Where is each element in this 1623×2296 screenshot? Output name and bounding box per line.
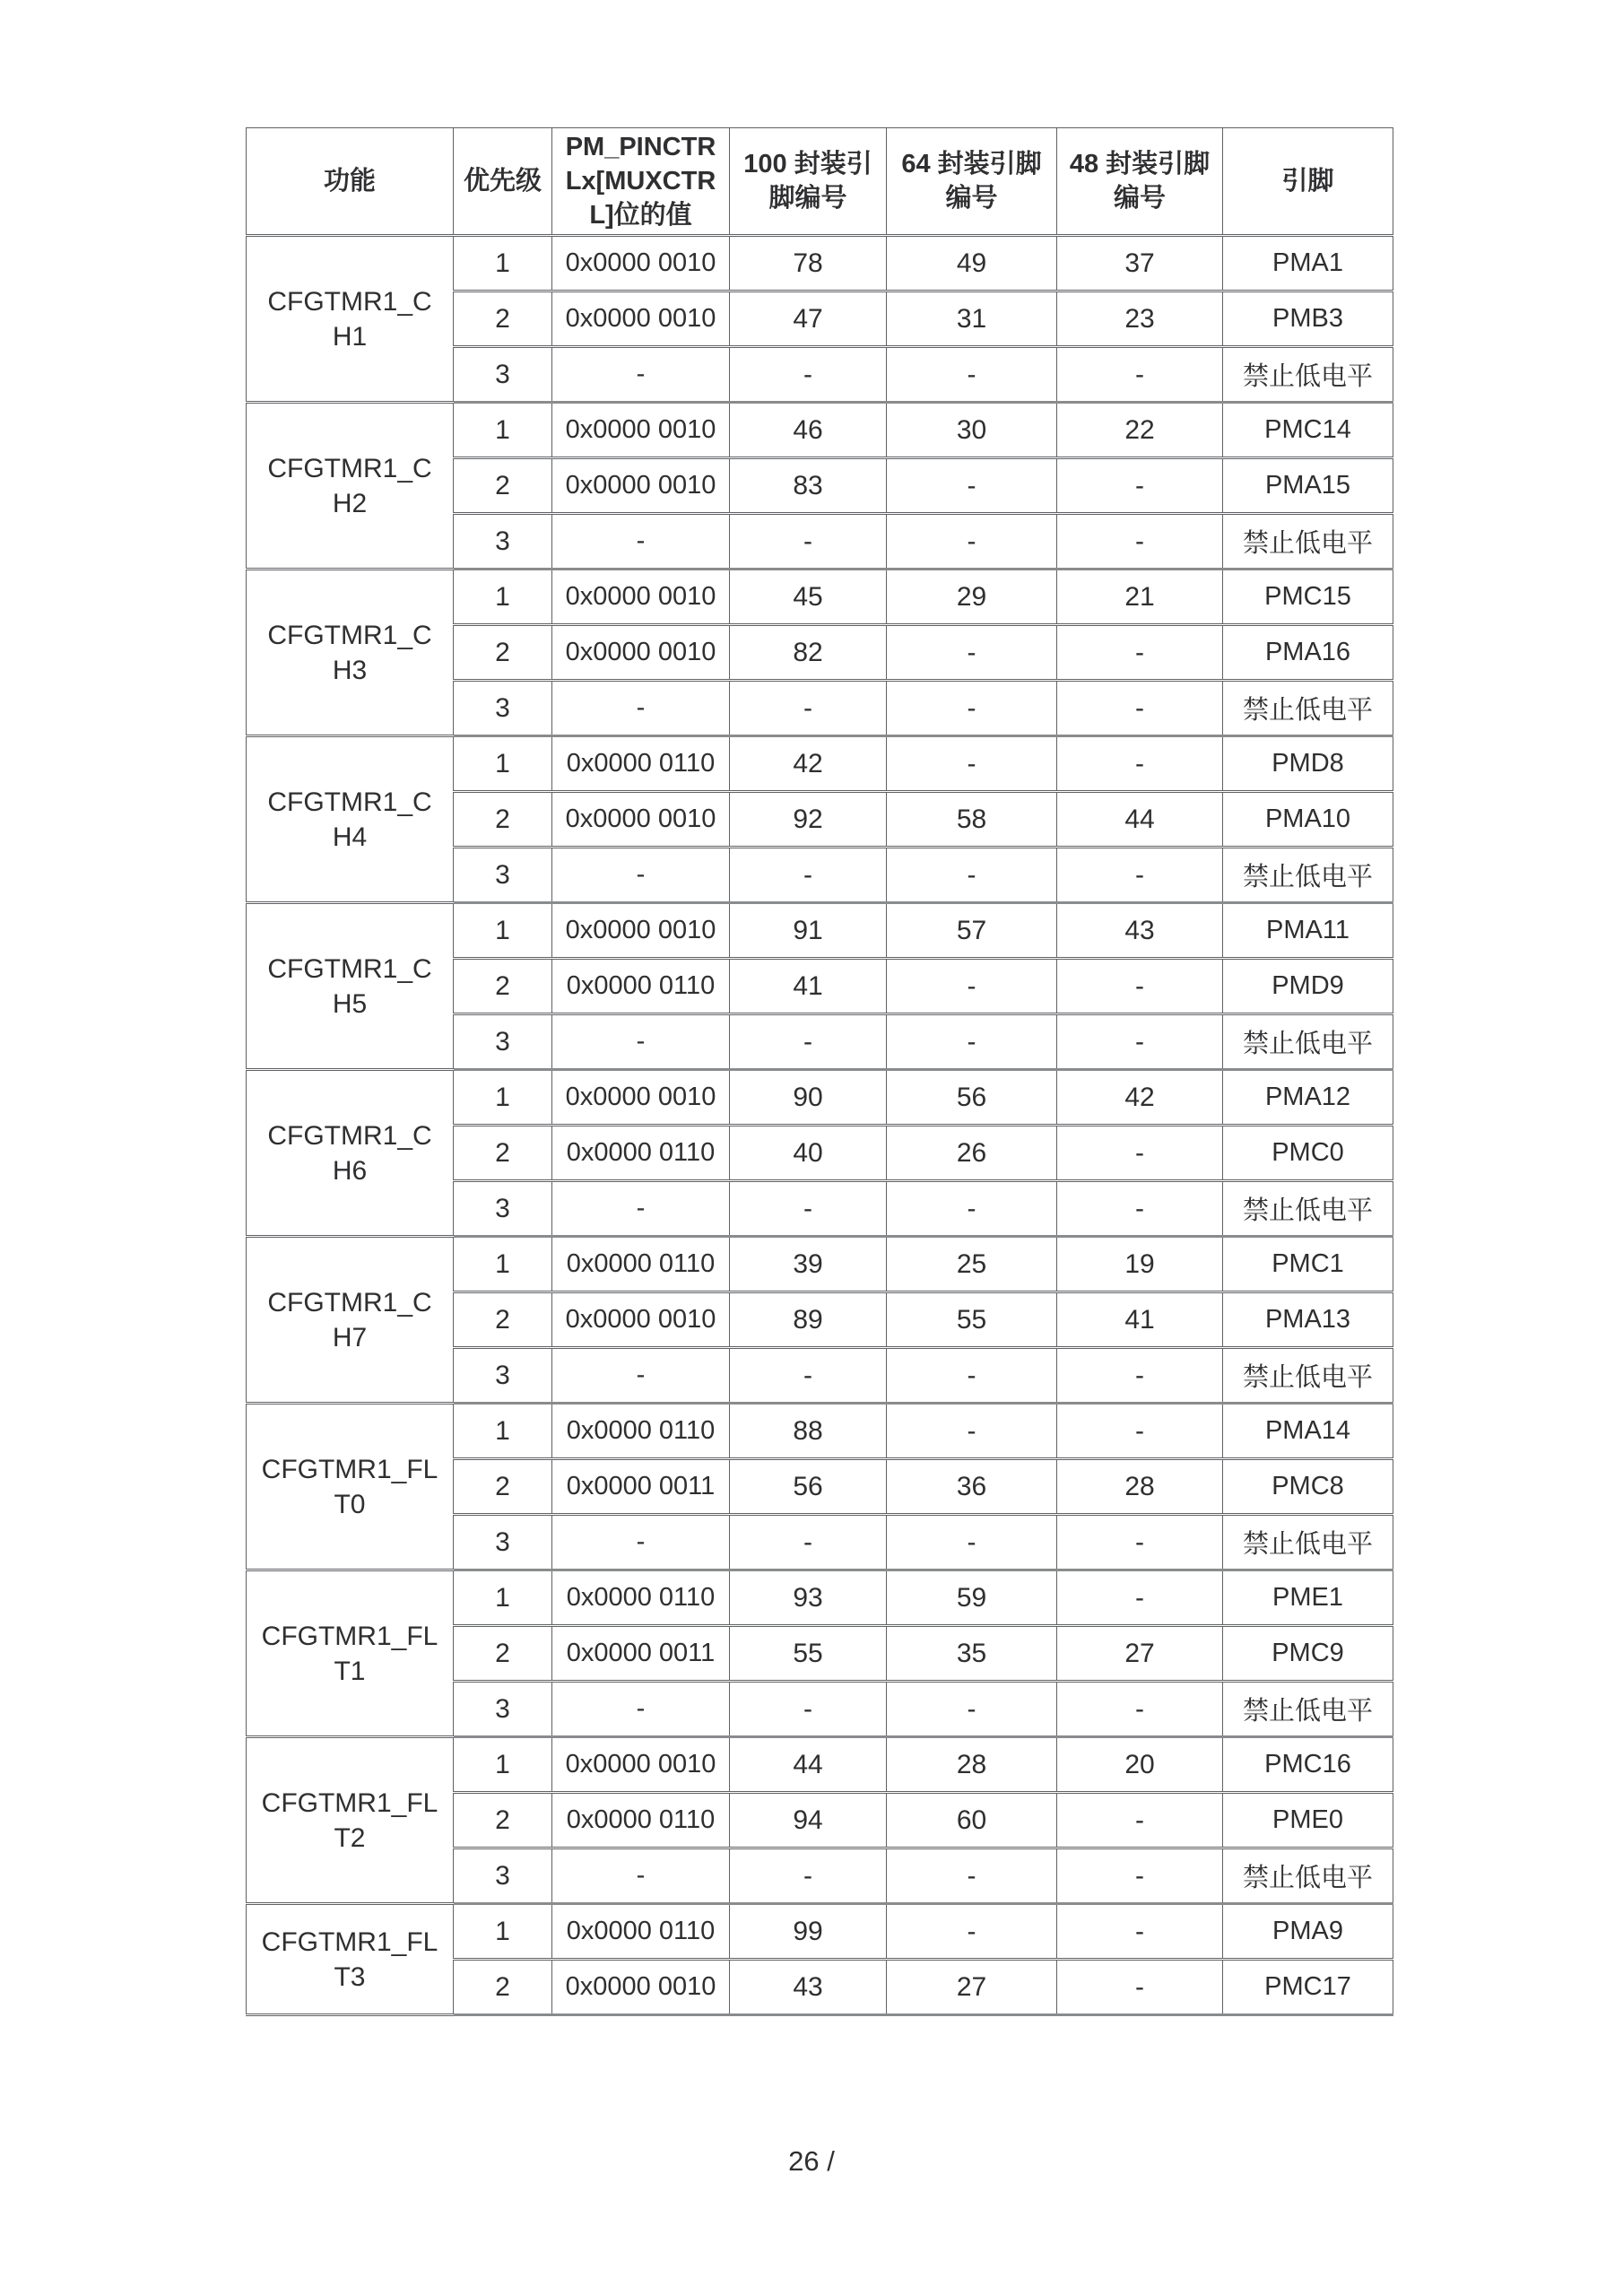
priority-cell: 3 — [454, 347, 552, 403]
pkg48-cell: - — [1057, 1793, 1223, 1848]
muxctrl-cell: 0x0000 0110 — [552, 1793, 730, 1848]
column-header-priority: 优先级 — [454, 128, 552, 236]
priority-cell: 1 — [454, 1070, 552, 1126]
pkg48-cell: 28 — [1057, 1459, 1223, 1515]
table-row — [247, 1904, 1393, 1960]
pkg100-cell: - — [730, 848, 887, 903]
function-cell: CFGTMR1_CH4 — [247, 736, 454, 903]
function-cell: CFGTMR1_FLT1 — [247, 1570, 454, 1737]
pkg64-cell: 31 — [887, 291, 1057, 347]
table-group — [247, 903, 1393, 1070]
priority-cell: 3 — [454, 681, 552, 736]
pkg48-cell: 21 — [1057, 570, 1223, 625]
header-row — [247, 128, 1393, 236]
pkg64-cell: 25 — [887, 1237, 1057, 1292]
pkg48-cell: - — [1057, 458, 1223, 514]
pkg64-cell: 28 — [887, 1737, 1057, 1793]
table-group — [247, 1070, 1393, 1237]
table-row — [247, 1737, 1393, 1793]
muxctrl-cell: 0x0000 0010 — [552, 625, 730, 681]
pkg64-cell: 29 — [887, 570, 1057, 625]
pkg64-cell: - — [887, 1348, 1057, 1404]
pkg100-cell: - — [730, 1682, 887, 1737]
pkg100-cell: 39 — [730, 1237, 887, 1292]
priority-cell: 1 — [454, 1237, 552, 1292]
muxctrl-cell: 0x0000 0010 — [552, 903, 730, 959]
priority-cell: 2 — [454, 1292, 552, 1348]
pin-cell: PMA9 — [1223, 1904, 1393, 1960]
priority-cell: 2 — [454, 1626, 552, 1682]
pin-cell: PME0 — [1223, 1793, 1393, 1848]
pkg100-cell: 90 — [730, 1070, 887, 1126]
pkg100-cell: 99 — [730, 1904, 887, 1960]
muxctrl-cell: - — [552, 848, 730, 903]
muxctrl-cell: 0x0000 0010 — [552, 403, 730, 458]
function-cell: CFGTMR1_CH7 — [247, 1237, 454, 1404]
muxctrl-cell: 0x0000 0110 — [552, 959, 730, 1014]
pkg48-cell: - — [1057, 625, 1223, 681]
pkg100-cell: - — [730, 1014, 887, 1070]
pin-cell: PMB3 — [1223, 291, 1393, 347]
column-header-pin: 引脚 — [1223, 128, 1393, 236]
pkg48-cell: - — [1057, 1848, 1223, 1904]
muxctrl-cell: - — [552, 1682, 730, 1737]
table-row — [247, 236, 1393, 291]
pkg64-cell: - — [887, 1404, 1057, 1459]
muxctrl-cell: - — [552, 1014, 730, 1070]
priority-cell: 2 — [454, 1960, 552, 2015]
table-group — [247, 1570, 1393, 1737]
pin-cell: PMA14 — [1223, 1404, 1393, 1459]
pin-cell: 禁止低电平 — [1223, 681, 1393, 736]
pkg100-cell: 91 — [730, 903, 887, 959]
pkg64-cell: - — [887, 1682, 1057, 1737]
muxctrl-cell: 0x0000 0010 — [552, 236, 730, 291]
table-group — [247, 1737, 1393, 1904]
priority-cell: 1 — [454, 236, 552, 291]
pkg48-cell: - — [1057, 1515, 1223, 1570]
pkg100-cell: - — [730, 1515, 887, 1570]
priority-cell: 2 — [454, 458, 552, 514]
pkg100-cell: - — [730, 681, 887, 736]
pin-cell: PMA11 — [1223, 903, 1393, 959]
pkg100-cell: 40 — [730, 1126, 887, 1181]
priority-cell: 3 — [454, 514, 552, 570]
table-group — [247, 570, 1393, 736]
pkg64-cell: 59 — [887, 1570, 1057, 1626]
pin-cell: PMC9 — [1223, 1626, 1393, 1682]
pkg48-cell: - — [1057, 1348, 1223, 1404]
muxctrl-cell: 0x0000 0010 — [552, 291, 730, 347]
priority-cell: 2 — [454, 1126, 552, 1181]
column-header-pkg64: 64 封装引脚编号 — [887, 128, 1057, 236]
muxctrl-cell: 0x0000 0010 — [552, 1737, 730, 1793]
priority-cell: 2 — [454, 625, 552, 681]
priority-cell: 3 — [454, 1181, 552, 1237]
function-cell: CFGTMR1_FLT3 — [247, 1904, 454, 2015]
table-group — [247, 403, 1393, 570]
muxctrl-cell: 0x0000 0110 — [552, 736, 730, 792]
pkg100-cell: 78 — [730, 236, 887, 291]
table-row — [247, 1570, 1393, 1626]
column-header-pkg48: 48 封装引脚编号 — [1057, 128, 1223, 236]
muxctrl-cell: 0x0000 0011 — [552, 1626, 730, 1682]
pkg64-cell: - — [887, 1014, 1057, 1070]
pin-cell: 禁止低电平 — [1223, 347, 1393, 403]
pkg64-cell: 56 — [887, 1070, 1057, 1126]
function-cell: CFGTMR1_CH6 — [247, 1070, 454, 1237]
pkg48-cell: 43 — [1057, 903, 1223, 959]
pin-cell: PMC1 — [1223, 1237, 1393, 1292]
table-row — [247, 1237, 1393, 1292]
pkg64-cell: 57 — [887, 903, 1057, 959]
pkg48-cell: - — [1057, 1404, 1223, 1459]
pkg48-cell: - — [1057, 1682, 1223, 1737]
table-group — [247, 1404, 1393, 1570]
pkg100-cell: 44 — [730, 1737, 887, 1793]
pkg64-cell: - — [887, 625, 1057, 681]
function-cell: CFGTMR1_CH2 — [247, 403, 454, 570]
muxctrl-cell: - — [552, 1181, 730, 1237]
priority-cell: 2 — [454, 1793, 552, 1848]
table-row — [247, 1070, 1393, 1126]
pin-cell: 禁止低电平 — [1223, 514, 1393, 570]
pin-cell: 禁止低电平 — [1223, 1181, 1393, 1237]
table-row — [247, 1404, 1393, 1459]
pkg100-cell: 47 — [730, 291, 887, 347]
table-row — [247, 903, 1393, 959]
pin-cell: PMA13 — [1223, 1292, 1393, 1348]
pkg48-cell: - — [1057, 959, 1223, 1014]
pkg100-cell: 89 — [730, 1292, 887, 1348]
pin-cell: 禁止低电平 — [1223, 1848, 1393, 1904]
table-row — [247, 570, 1393, 625]
pkg48-cell: 42 — [1057, 1070, 1223, 1126]
pkg100-cell: 43 — [730, 1960, 887, 2015]
column-header-pkg100: 100 封装引脚编号 — [730, 128, 887, 236]
pkg100-cell: 82 — [730, 625, 887, 681]
table-header — [247, 128, 1393, 236]
table-group — [247, 1237, 1393, 1404]
pkg100-cell: 93 — [730, 1570, 887, 1626]
pkg48-cell: - — [1057, 1904, 1223, 1960]
pin-cell: PMA12 — [1223, 1070, 1393, 1126]
priority-cell: 3 — [454, 1014, 552, 1070]
pkg48-cell: 27 — [1057, 1626, 1223, 1682]
pin-cell: PME1 — [1223, 1570, 1393, 1626]
pkg64-cell: - — [887, 959, 1057, 1014]
pkg100-cell: - — [730, 514, 887, 570]
pkg100-cell: 56 — [730, 1459, 887, 1515]
pin-mux-table — [246, 127, 1393, 2016]
pkg48-cell: 37 — [1057, 236, 1223, 291]
page-number: 26 / — [788, 2145, 835, 2177]
pkg64-cell: 27 — [887, 1960, 1057, 2015]
priority-cell: 3 — [454, 1848, 552, 1904]
pin-cell: PMC15 — [1223, 570, 1393, 625]
pkg100-cell: 83 — [730, 458, 887, 514]
pkg48-cell: - — [1057, 848, 1223, 903]
function-cell: CFGTMR1_CH5 — [247, 903, 454, 1070]
pkg100-cell: - — [730, 1348, 887, 1404]
pkg48-cell: 22 — [1057, 403, 1223, 458]
pin-cell: PMC0 — [1223, 1126, 1393, 1181]
priority-cell: 2 — [454, 792, 552, 848]
column-header-function: 功能 — [247, 128, 454, 236]
pkg48-cell: 20 — [1057, 1737, 1223, 1793]
function-cell: CFGTMR1_CH1 — [247, 236, 454, 403]
pkg64-cell: 60 — [887, 1793, 1057, 1848]
table-group — [247, 1904, 1393, 2015]
pkg100-cell: 41 — [730, 959, 887, 1014]
pin-cell: 禁止低电平 — [1223, 848, 1393, 903]
function-cell: CFGTMR1_FLT0 — [247, 1404, 454, 1570]
priority-cell: 1 — [454, 736, 552, 792]
muxctrl-cell: 0x0000 0110 — [552, 1404, 730, 1459]
pkg64-cell: - — [887, 848, 1057, 903]
pkg100-cell: 55 — [730, 1626, 887, 1682]
pkg64-cell: - — [887, 1904, 1057, 1960]
muxctrl-cell: 0x0000 0010 — [552, 1960, 730, 2015]
pkg100-cell: 45 — [730, 570, 887, 625]
priority-cell: 1 — [454, 1737, 552, 1793]
pkg48-cell: - — [1057, 1960, 1223, 2015]
function-cell: CFGTMR1_FLT2 — [247, 1737, 454, 1904]
pin-cell: 禁止低电平 — [1223, 1014, 1393, 1070]
pkg64-cell: - — [887, 514, 1057, 570]
column-header-muxctrl: PM_PINCTRLx[MUXCTRL]位的值 — [552, 128, 730, 236]
pkg100-cell: - — [730, 1181, 887, 1237]
pkg64-cell: 30 — [887, 403, 1057, 458]
priority-cell: 3 — [454, 1348, 552, 1404]
pkg100-cell: 42 — [730, 736, 887, 792]
pkg64-cell: 36 — [887, 1459, 1057, 1515]
pkg100-cell: 92 — [730, 792, 887, 848]
pkg64-cell: 55 — [887, 1292, 1057, 1348]
muxctrl-cell: 0x0000 0010 — [552, 1292, 730, 1348]
priority-cell: 1 — [454, 1570, 552, 1626]
priority-cell: 1 — [454, 570, 552, 625]
priority-cell: 2 — [454, 959, 552, 1014]
pkg48-cell: - — [1057, 514, 1223, 570]
muxctrl-cell: 0x0000 0110 — [552, 1237, 730, 1292]
pin-cell: PMA15 — [1223, 458, 1393, 514]
pkg48-cell: 23 — [1057, 291, 1223, 347]
pkg48-cell: 19 — [1057, 1237, 1223, 1292]
pkg48-cell: - — [1057, 1181, 1223, 1237]
pkg64-cell: - — [887, 1848, 1057, 1904]
pin-cell: PMC16 — [1223, 1737, 1393, 1793]
table-group — [247, 236, 1393, 403]
muxctrl-cell: 0x0000 0011 — [552, 1459, 730, 1515]
muxctrl-cell: 0x0000 0110 — [552, 1904, 730, 1960]
priority-cell: 2 — [454, 291, 552, 347]
pkg64-cell: - — [887, 1181, 1057, 1237]
pkg48-cell: - — [1057, 1126, 1223, 1181]
muxctrl-cell: 0x0000 0110 — [552, 1126, 730, 1181]
priority-cell: 2 — [454, 1459, 552, 1515]
pin-cell: PMA1 — [1223, 236, 1393, 291]
pkg100-cell: 46 — [730, 403, 887, 458]
pkg64-cell: 58 — [887, 792, 1057, 848]
table-row — [247, 403, 1393, 458]
table-group — [247, 736, 1393, 903]
pin-cell: 禁止低电平 — [1223, 1682, 1393, 1737]
pkg48-cell: - — [1057, 1570, 1223, 1626]
muxctrl-cell: 0x0000 0010 — [552, 570, 730, 625]
muxctrl-cell: - — [552, 514, 730, 570]
pin-cell: PMD9 — [1223, 959, 1393, 1014]
pin-cell: PMD8 — [1223, 736, 1393, 792]
priority-cell: 1 — [454, 903, 552, 959]
pin-cell: PMA16 — [1223, 625, 1393, 681]
pkg48-cell: - — [1057, 1014, 1223, 1070]
muxctrl-cell: 0x0000 0110 — [552, 1570, 730, 1626]
table-row — [247, 736, 1393, 792]
pkg100-cell: - — [730, 347, 887, 403]
pin-cell: 禁止低电平 — [1223, 1348, 1393, 1404]
pin-cell: PMA10 — [1223, 792, 1393, 848]
pin-cell: PMC17 — [1223, 1960, 1393, 2015]
pkg48-cell: 44 — [1057, 792, 1223, 848]
muxctrl-cell: - — [552, 1515, 730, 1570]
muxctrl-cell: - — [552, 681, 730, 736]
priority-cell: 1 — [454, 1404, 552, 1459]
pkg64-cell: 49 — [887, 236, 1057, 291]
muxctrl-cell: - — [552, 1848, 730, 1904]
pkg100-cell: 88 — [730, 1404, 887, 1459]
muxctrl-cell: 0x0000 0010 — [552, 1070, 730, 1126]
pin-cell: PMC8 — [1223, 1459, 1393, 1515]
muxctrl-cell: - — [552, 1348, 730, 1404]
priority-cell: 3 — [454, 848, 552, 903]
pkg64-cell: 35 — [887, 1626, 1057, 1682]
pkg100-cell: 94 — [730, 1793, 887, 1848]
pin-cell: 禁止低电平 — [1223, 1515, 1393, 1570]
muxctrl-cell: - — [552, 347, 730, 403]
pkg64-cell: - — [887, 681, 1057, 736]
pkg48-cell: - — [1057, 736, 1223, 792]
pkg48-cell: - — [1057, 347, 1223, 403]
pkg64-cell: - — [887, 736, 1057, 792]
pkg48-cell: 41 — [1057, 1292, 1223, 1348]
priority-cell: 3 — [454, 1682, 552, 1737]
pin-cell: PMC14 — [1223, 403, 1393, 458]
pkg64-cell: 26 — [887, 1126, 1057, 1181]
pkg100-cell: - — [730, 1848, 887, 1904]
function-cell: CFGTMR1_CH3 — [247, 570, 454, 736]
priority-cell: 1 — [454, 1904, 552, 1960]
priority-cell: 1 — [454, 403, 552, 458]
pkg64-cell: - — [887, 1515, 1057, 1570]
priority-cell: 3 — [454, 1515, 552, 1570]
pkg64-cell: - — [887, 458, 1057, 514]
pkg48-cell: - — [1057, 681, 1223, 736]
pkg64-cell: - — [887, 347, 1057, 403]
muxctrl-cell: 0x0000 0010 — [552, 792, 730, 848]
muxctrl-cell: 0x0000 0010 — [552, 458, 730, 514]
